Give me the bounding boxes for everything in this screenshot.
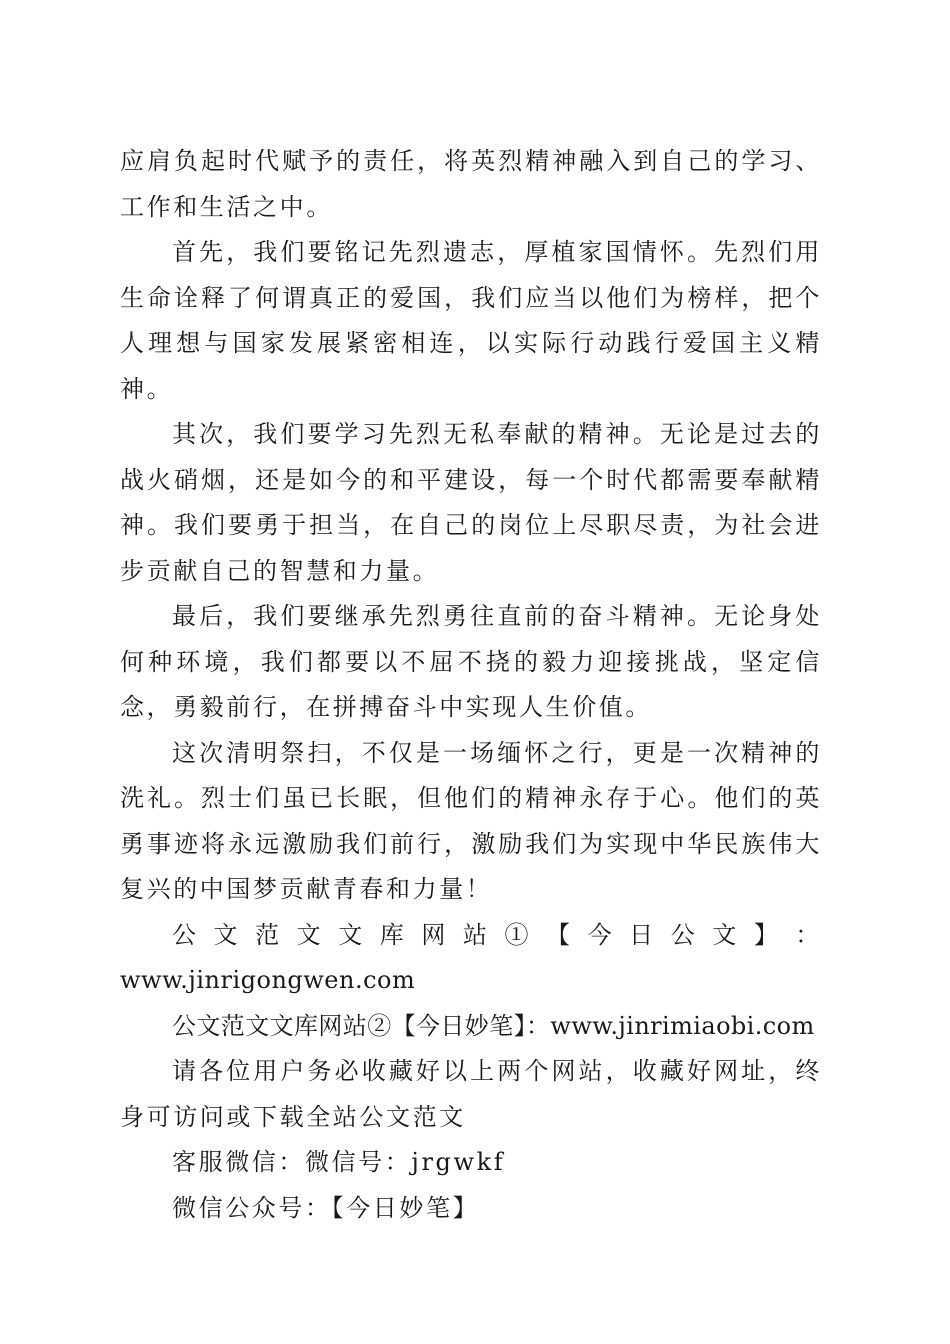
site-one-url[interactable]: www.jinrigongwen.com <box>120 966 416 994</box>
wechat-service-line: 客服微信：微信号：jrgwkf <box>172 1148 506 1176</box>
paragraph-first: 首先，我们要铭记先烈遗志，厚植家国情怀。先烈们用生命诠释了何谓真正的爱国，我们应当以他们为榜样，把个人理想与国家发展紧密相连，以实际行动践行爱国主义精神。 <box>120 238 822 403</box>
site-two-line[interactable]: 公文范文文库网站②【今日妙笔】：www.jinrimiaobi.com <box>172 1011 815 1040</box>
paragraph-second: 其次，我们要学习先烈无私奉献的精神。无论是过去的战火硝烟，还是如今的和平建设，每一个时代都需要奉献精神。我们要勇于担当，在自己的岗位上尽职尽责，为社会进步贡献自己的智慧和力量。 <box>120 420 822 585</box>
site-one-label: 公 文 范 文 文 库 网 站 ① 【 今 日 公 文 】 ： <box>172 920 822 949</box>
paragraph-continuation: 应肩负起时代赋予的责任，将英烈精神融入到自己的学习、工作和生活之中。 <box>120 147 822 221</box>
paragraph-last: 最后，我们要继承先烈勇往直前的奋斗精神。无论身处何种环境，我们都要以不屈不挠的毅力迎接挑战，坚定信念，勇毅前行，在拼搏奋斗中实现人生价值。 <box>120 602 822 721</box>
notice-text: 请各位用户务必收藏好以上两个网站，收藏好网址，终身可访问或下载全站公文范文 <box>120 1057 822 1131</box>
wechat-public-line: 微信公众号：【今日妙笔】 <box>172 1193 480 1222</box>
paragraph-closing: 这次清明祭扫，不仅是一场缅怀之行，更是一次精神的洗礼。烈士们虽已长眠，但他们的精神永存于心。他们的英勇事迹将永远激励我们前行，激励我们为实现中华民族伟大复兴的中国梦贡献青春和力量！ <box>120 738 822 903</box>
document-page <box>120 139 822 1231</box>
